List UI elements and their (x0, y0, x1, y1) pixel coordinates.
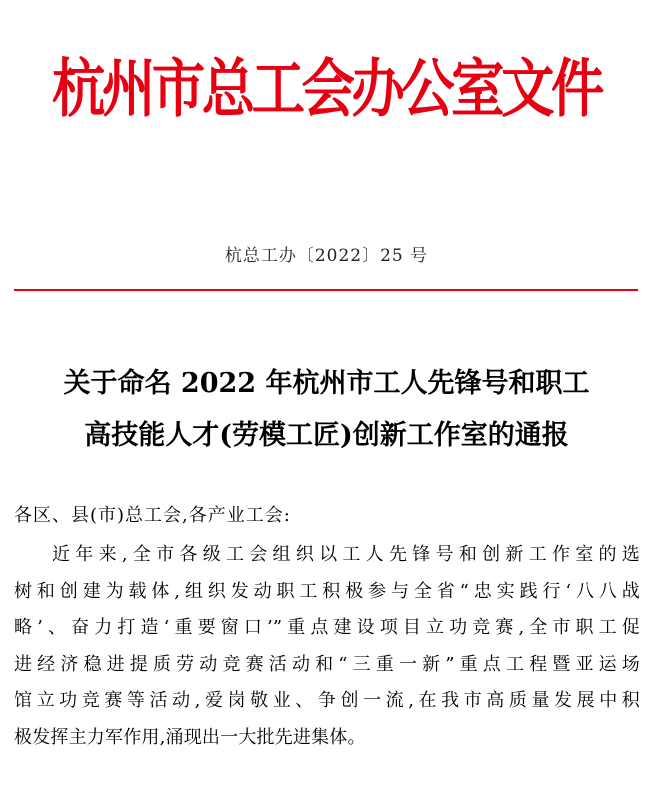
paragraph-line: 略’、奋力打造‘重要窗口’”重点建设项目立功竞赛,全市职工促 (14, 617, 640, 638)
red-divider-line (14, 289, 638, 291)
notice-title-line: 关于命名 2022 年杭州市工人先锋号和职工 (63, 368, 590, 399)
paragraph-line: 极发挥主力军作用,涌现出一大批先进集体。 (14, 726, 366, 748)
paragraph-line: 近年来,全市各级工会组织以工人先锋号和创新工作室的选 (52, 544, 640, 565)
body-paragraph (14, 537, 640, 756)
paragraph-line: 树和创建为载体,组织发动职工积极参与全省“忠实践行‘八八战 (14, 580, 640, 602)
paragraph-line: 馆立功竞赛等活动,爱岗敬业、争创一流,在我市高质量发展中积 (14, 690, 640, 711)
addressee-line: 各区、县(市)总工会,各产业工会: (14, 505, 291, 526)
paragraph-line: 进经济稳进提质劳动竞赛活动和“三重一新”重点工程暨亚运场 (14, 653, 640, 675)
issuer-title: 杭州市总工会办公室文件 (52, 51, 601, 126)
notice-title (0, 358, 653, 462)
document-number: 杭总工办〔2022〕25 号 (224, 246, 429, 266)
notice-title-line: 高技能人才(劳模工匠)创新工作室的通报 (84, 420, 569, 451)
